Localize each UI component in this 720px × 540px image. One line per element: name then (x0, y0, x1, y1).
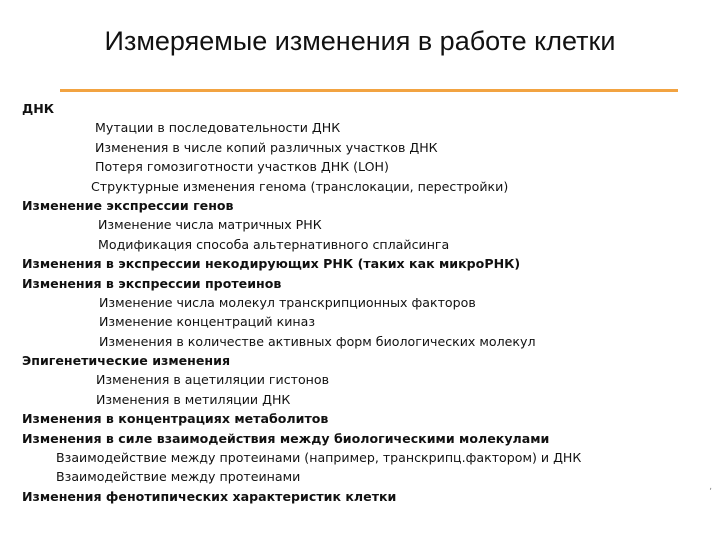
list-item-heading: Изменения в экспрессии некодирующих РНК (таких как микроРНК) (22, 256, 521, 272)
list-item: Изменение числа молекул транскрипционных факторов (99, 294, 476, 310)
list-item: Изменения в метиляции ДНК (96, 391, 291, 407)
list-item: Модификация способа альтернативного сплайсинга (98, 236, 450, 252)
list-item: Изменения в ацетиляции гистонов (96, 372, 330, 388)
list-item: Структурные изменения генома (транслокации, перестройки) (91, 178, 509, 194)
list-item: Изменения в числе копий различных участков ДНК (95, 139, 438, 155)
list-item: Мутации в последовательности ДНК (95, 120, 341, 136)
list-item-heading: Изменения в силе взаимодействия между биологическими молекулами (22, 430, 550, 446)
list-item: Изменение числа матричных РНК (98, 217, 322, 233)
list-item: Потеря гомозиготности участков ДНК (LOH) (95, 159, 389, 175)
slide-title: Измеряемые изменения в работе клетки (104, 26, 616, 56)
list-item-heading: Изменения в экспрессии протеинов (22, 275, 282, 291)
title-underline (60, 89, 678, 92)
corner-mark: ‚ (709, 482, 712, 492)
list-item: Изменение концентраций киназ (99, 314, 316, 330)
list-item: Изменения в количестве активных форм биологических молекул (99, 333, 536, 349)
list-item-heading: Эпигенетические изменения (22, 353, 231, 369)
list-item-heading: ДНК (22, 101, 55, 116)
list-item-heading: Изменения фенотипических характеристик клетки (22, 488, 397, 504)
list-item: Взаимодействие между протеинами (например, транскрипц.фактором) и ДНК (56, 450, 582, 466)
content-list (22, 99, 712, 506)
list-item-heading: Изменения в концентрациях метаболитов (22, 411, 329, 427)
list-item: Взаимодействие между протеинами (56, 469, 301, 485)
list-item-heading: Изменение экспрессии генов (22, 197, 234, 213)
